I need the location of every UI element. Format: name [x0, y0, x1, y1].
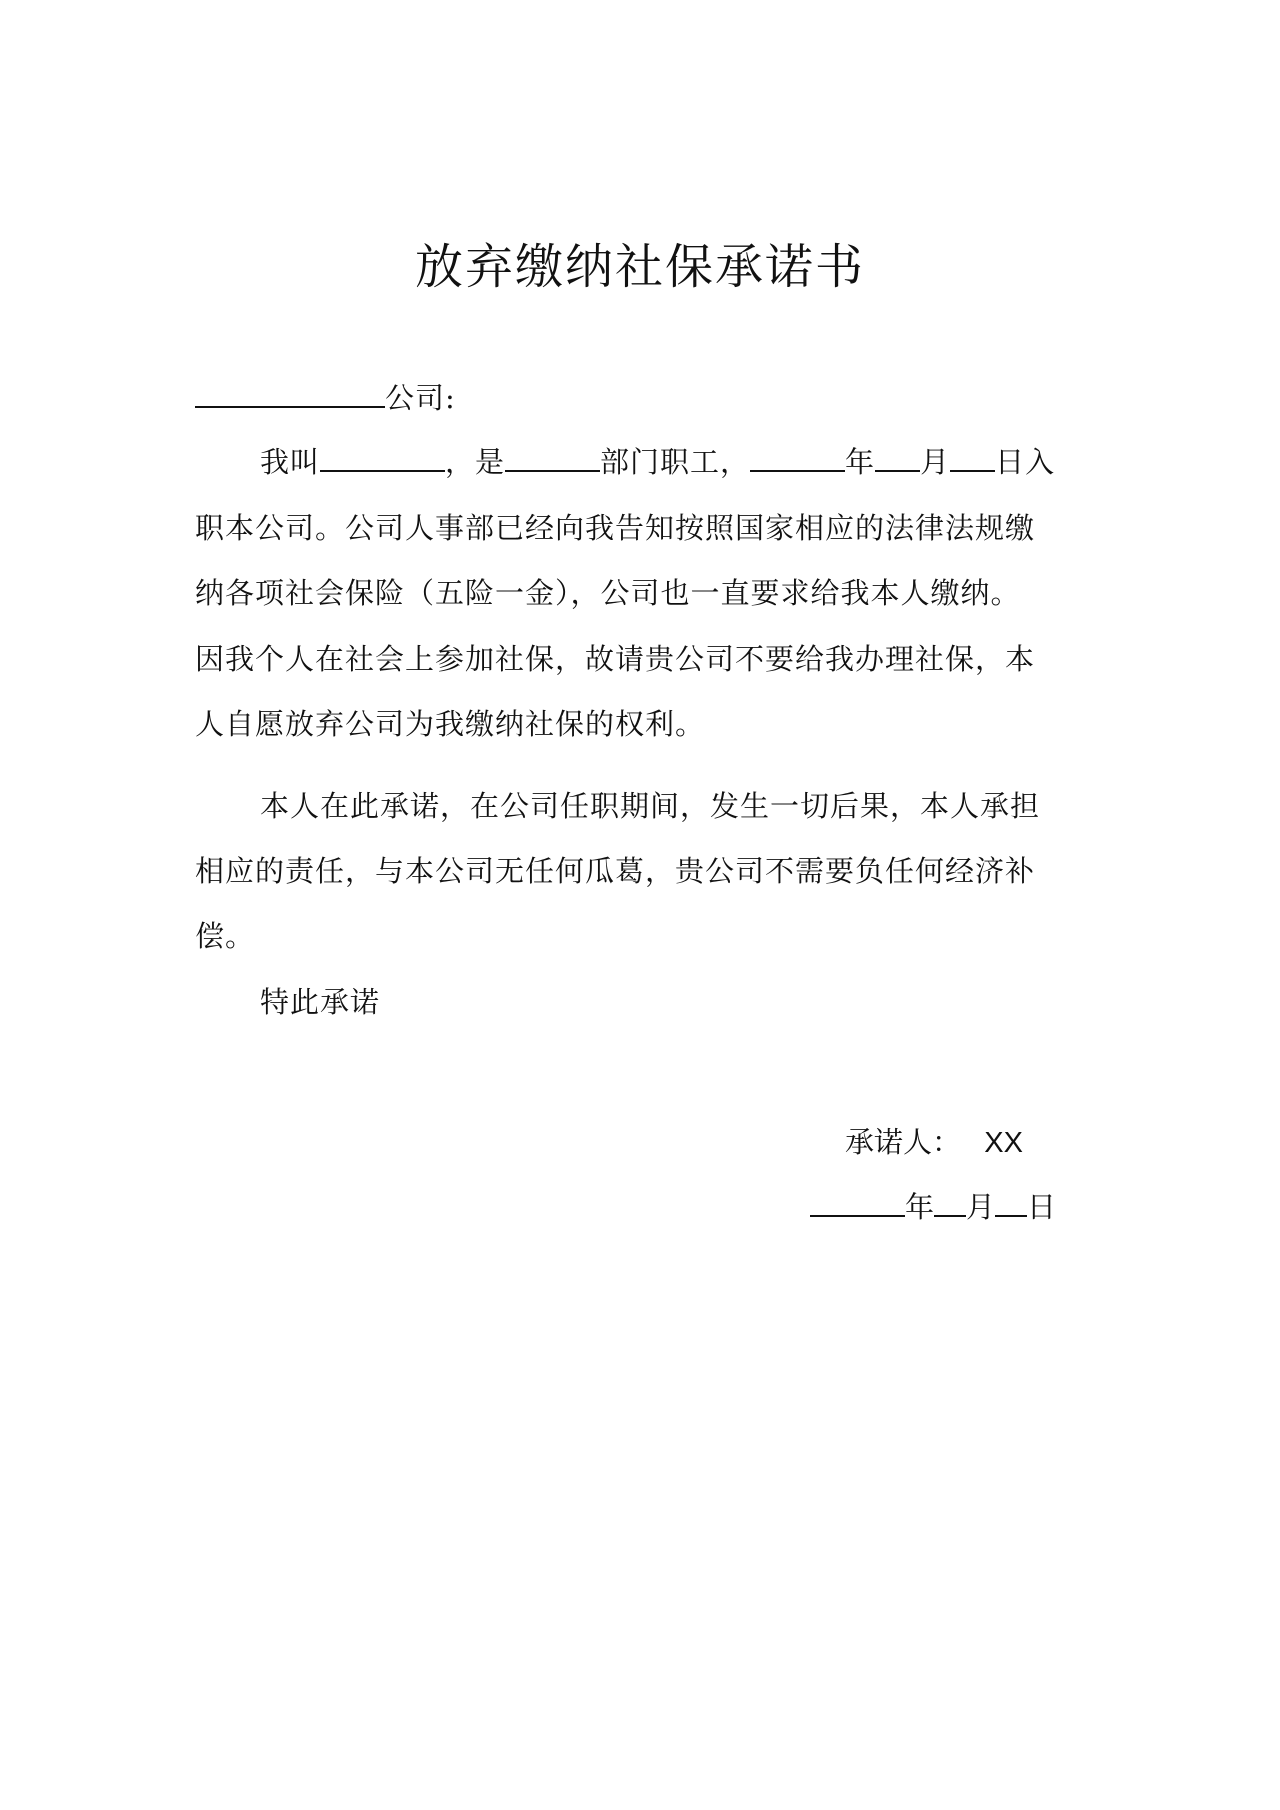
sign-day-blank[interactable]	[995, 1189, 1027, 1217]
join-month-blank[interactable]	[875, 444, 920, 472]
join-day-blank[interactable]	[950, 444, 995, 472]
paragraph2-line3: 偿。	[195, 919, 256, 953]
signatory-name: XX	[984, 1127, 1023, 1159]
salutation: 公司:	[195, 376, 456, 417]
paragraph1-line4: 因我个人在社会上参加社保，故请贵公司不要给我办理社保，本	[195, 642, 1036, 676]
paragraph1-line2: 职本公司。公司人事部已经向我告知按照国家相应的法律法规缴	[195, 511, 1036, 545]
signature-date: 年 月 日	[810, 1185, 1056, 1226]
document-title: 放弃缴纳社保承诺书	[414, 239, 865, 295]
paragraph2-line2: 相应的责任，与本公司无任何瓜葛，贵公司不需要负任何经济补	[195, 854, 1036, 888]
company-name-blank[interactable]	[195, 380, 385, 408]
paragraph1-line3: 纳各项社会保险（五险一金），公司也一直要求给我本人缴纳。	[195, 576, 1021, 610]
employee-name-blank[interactable]	[320, 444, 445, 472]
join-year-blank[interactable]	[750, 444, 845, 472]
signatory-line	[845, 1120, 1023, 1161]
paragraph2-line1: 本人在此承诺，在公司任职期间，发生一切后果，本人承担	[260, 789, 1041, 823]
signatory-label: 承诺人：	[845, 1125, 962, 1159]
paragraph1-line1: 我叫 ，是 部门职工， 年 月 日入	[260, 445, 1056, 479]
paragraph1-line5: 人自愿放弃公司为我缴纳社保的权利。	[195, 707, 706, 741]
sign-year-blank[interactable]	[810, 1189, 905, 1217]
department-blank[interactable]	[505, 444, 600, 472]
sign-month-blank[interactable]	[934, 1189, 966, 1217]
closing-statement: 特此承诺	[260, 985, 381, 1019]
